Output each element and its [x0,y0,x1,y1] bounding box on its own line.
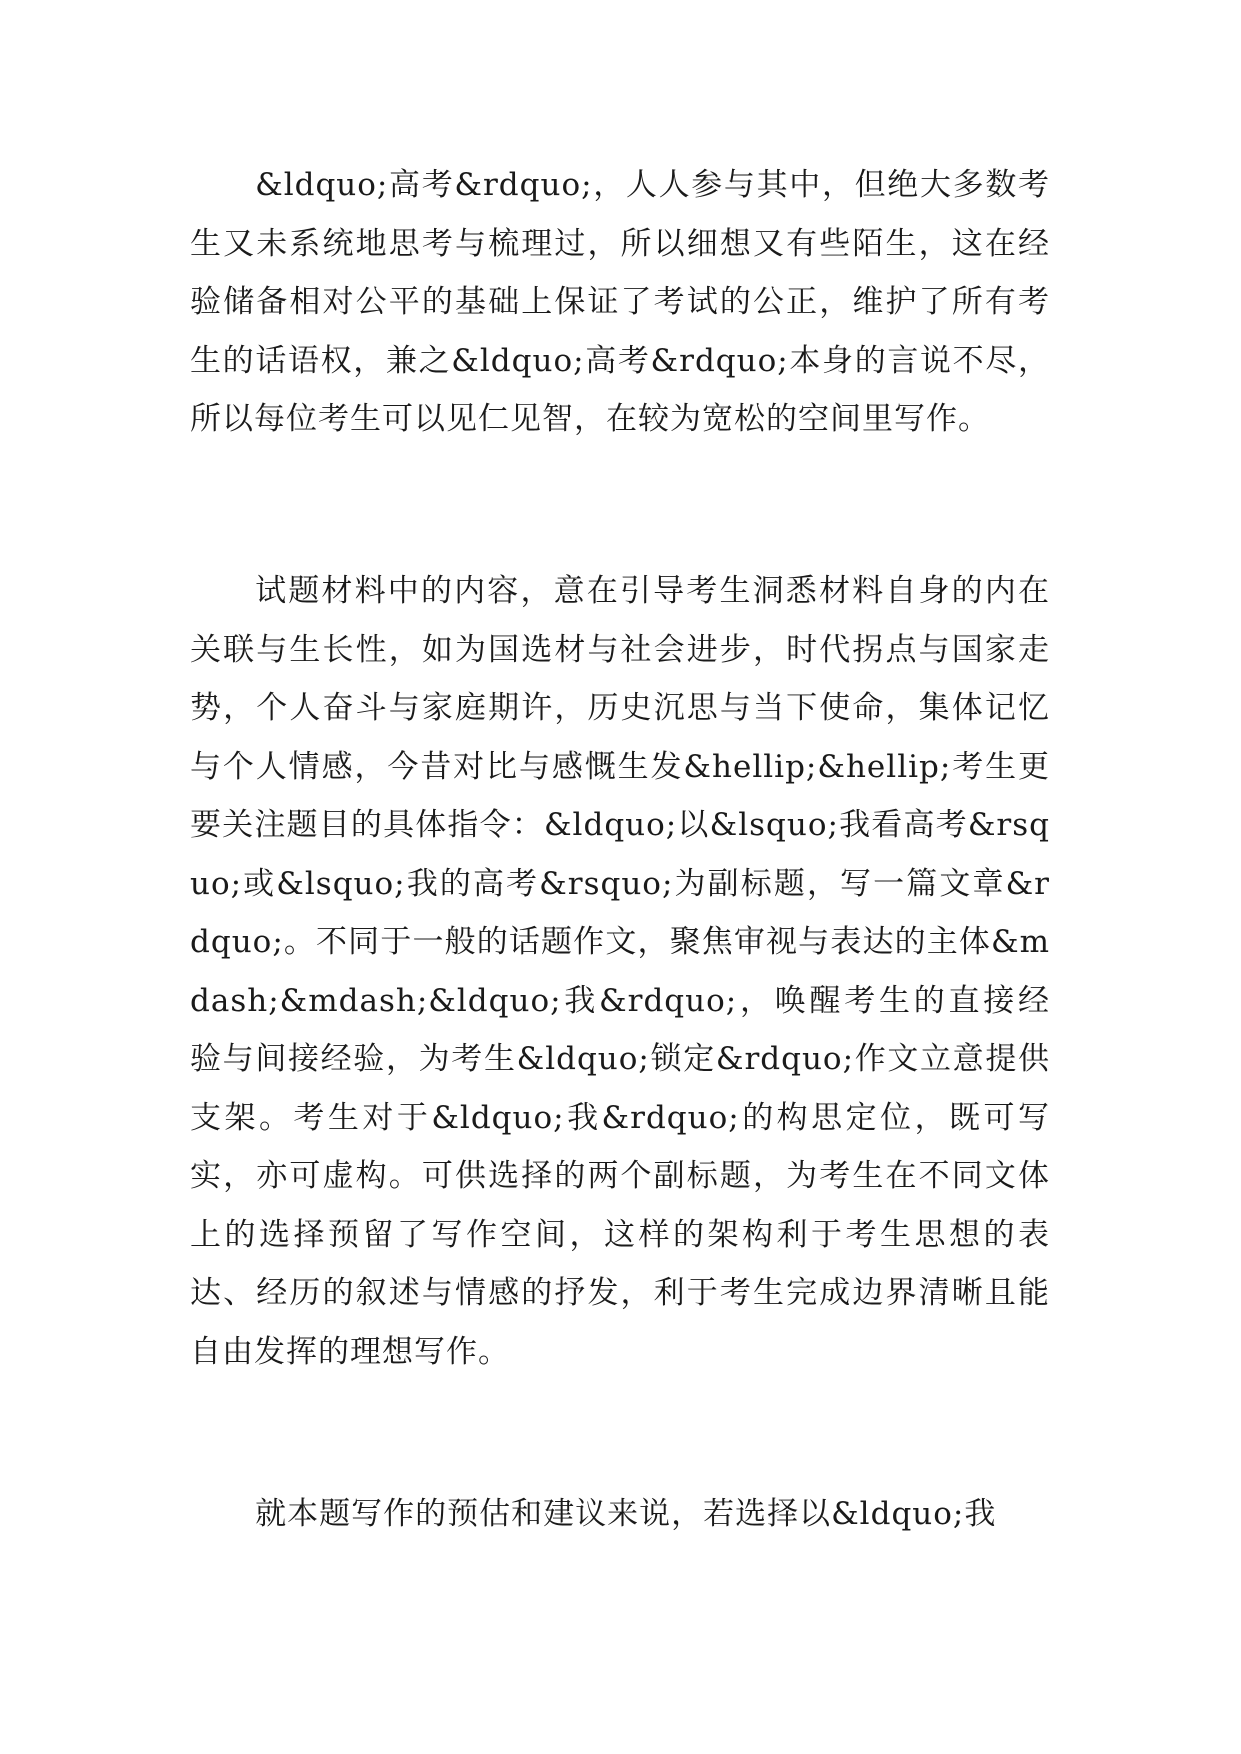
paragraph-1: &ldquo;高考&rdquo;，人人参与其中，但绝大多数考生又未系统地思考与梳理过，所以细想又有些陌生，这在经验储备相对公平的基础上保证了考试的公正，维护了所有考生的话语权，兼之&ldquo;高考&rdquo;本身的言说不尽，所以每位考生可以见仁见智，在较为宽松的空间里写作。 [190,167,1050,437]
paragraph-3: 就本题写作的预估和建议来说，若选择以&ldquo;我 [255,1496,997,1532]
paragraph-2: 试题材料中的内容，意在引导考生洞悉材料自身的内在关联与生长性，如为国选材与社会进步，时代拐点与国家走势，个人奋斗与家庭期许，历史沉思与当下使命，集体记忆与个人情感，今昔对比与感慨生发&hellip;&hellip;考生更要关注题目的具体指令：&ldquo;以&lsquo;我看高考&rsquo;或&lsquo;我的高考&rsquo;为副标题，写一篇文章&rdquo;。不同于一般的话题作文，聚焦审视与表达的主体&mdash;&mdash;&ldquo;我&rdquo;，唤醒考生的直接经验与间接经验，为考生&ldquo;锁定&rdquo;作文立意提供支架。考生对于&ldquo;我&rdquo;的构思定位，既可写实，亦可虚构。可供选择的两个副标题，为考生在不同文体上的选择预留了写作空间，这样的架构利于考生思想的表达、经历的叙述与情感的抒发，利于考生完成边界清晰且能自由发挥的理想写作。 [190,573,1050,1370]
